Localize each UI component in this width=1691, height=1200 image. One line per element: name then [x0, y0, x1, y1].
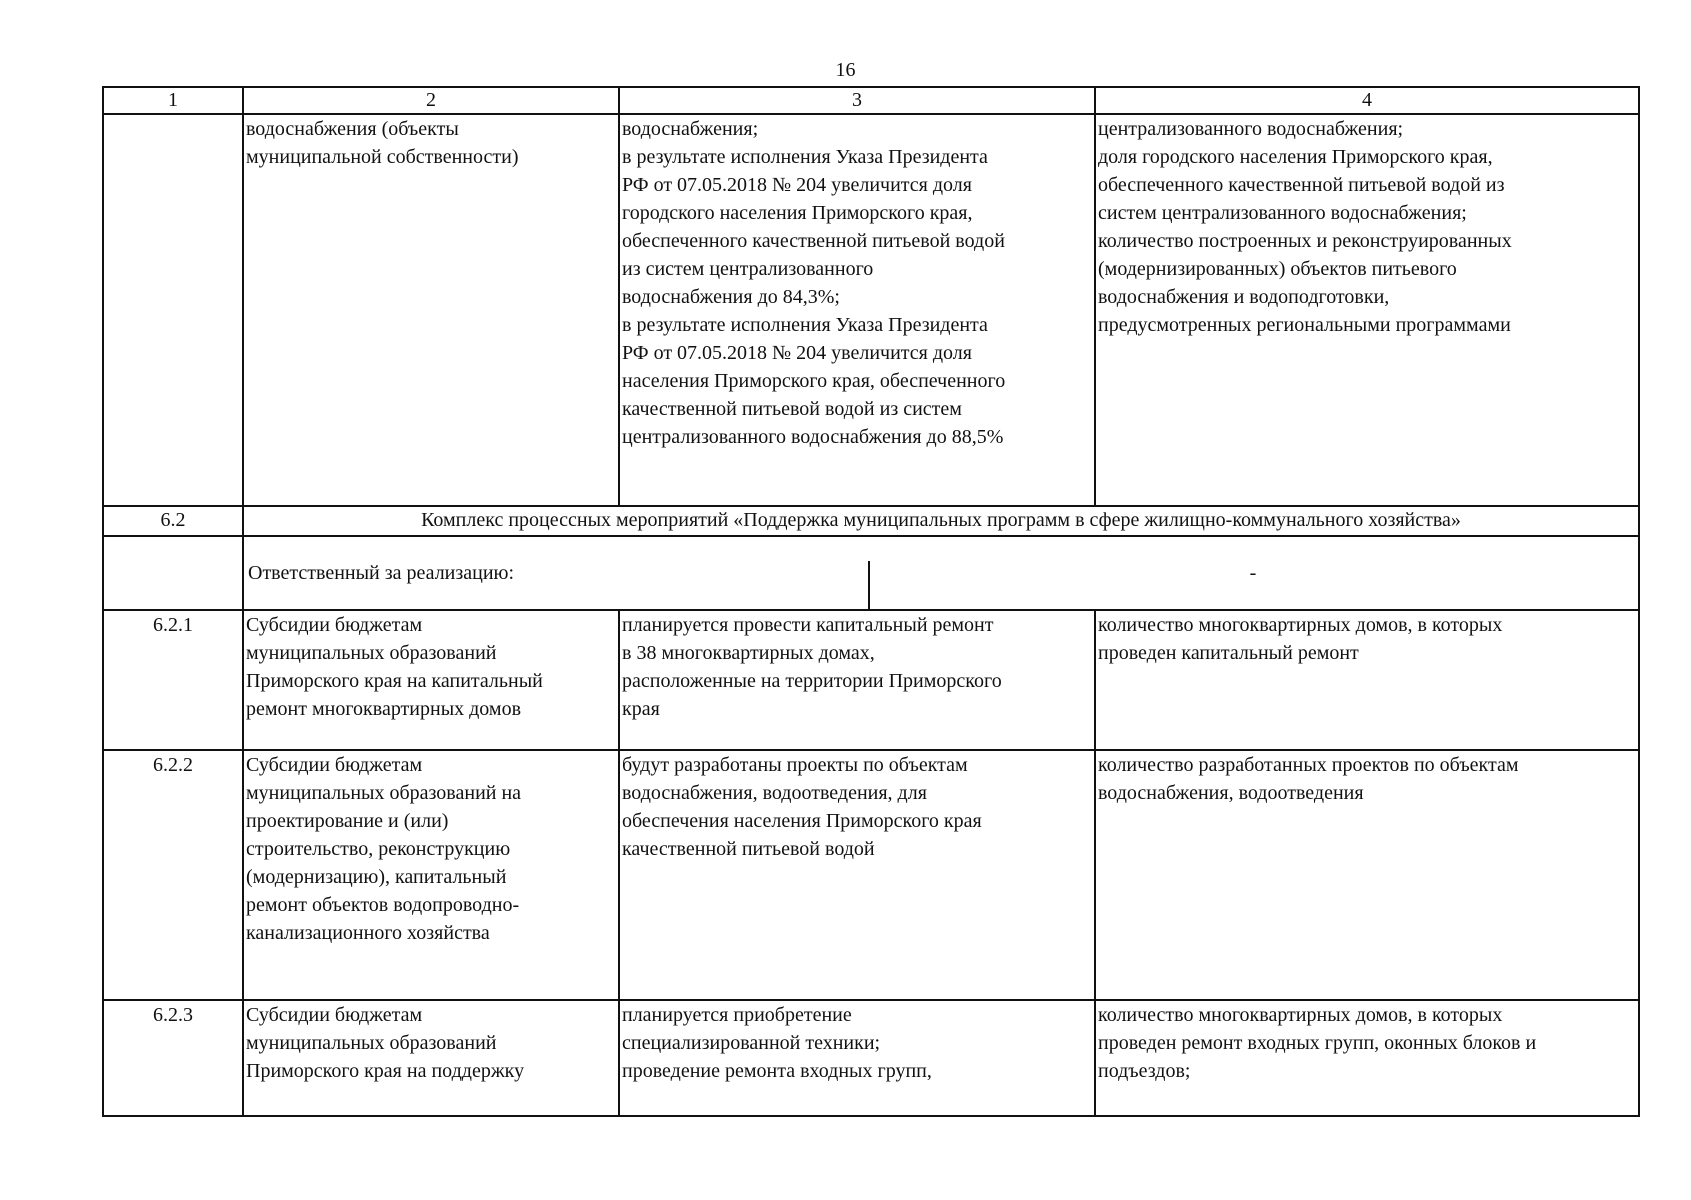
indicator-cell: централизованного водоснабжения; доля городского населения Приморского края, обеспеченного качественной питьевой водой из систем централизованного водоснабжения; количество построенных и реконструированных (модернизированных) объектов питьевого водоснабжения и водоподготовки, предусмотренных региональными программами	[1095, 114, 1639, 506]
section-row	[103, 506, 1639, 536]
table-row	[103, 114, 1639, 506]
row-number-cell: 6.2.2	[103, 750, 243, 1000]
column-header: 4	[1095, 87, 1639, 114]
measure-name-cell: Субсидии бюджетам муниципальных образований на проектирование и (или) строительство, реконструкцию (модернизацию), капитальный ремонт объектов водопроводно- канализационного хозяйства	[243, 750, 619, 1000]
column-header: 3	[619, 87, 1095, 114]
section-number: 6.2	[103, 506, 243, 536]
expected-result-cell: планируется провести капитальный ремонт в 38 многоквартирных домах, расположенные на территории Приморского края	[619, 610, 1095, 750]
indicator-cell: количество разработанных проектов по объектам водоснабжения, водоотведения	[1095, 750, 1639, 1000]
indicator-cell: количество многоквартирных домов, в которых проведен капитальный ремонт	[1095, 610, 1639, 750]
responsible-value: -	[1249, 562, 1257, 584]
responsible-cell	[243, 536, 1639, 610]
table-row	[103, 610, 1639, 750]
measure-name-cell: водоснабжения (объекты муниципальной собственности)	[243, 114, 619, 506]
expected-result-cell: будут разработаны проекты по объектам водоснабжения, водоотведения, для обеспечения населения Приморского края качественной питьевой водой	[619, 750, 1095, 1000]
responsible-row	[103, 536, 1639, 610]
column-header: 1	[103, 87, 243, 114]
page-number: 16	[835, 59, 856, 81]
row-number-cell: 6.2.3	[103, 1000, 243, 1116]
measures-table	[102, 86, 1640, 1117]
column-header: 2	[243, 87, 619, 114]
table-row	[103, 1000, 1639, 1116]
measure-name-cell: Субсидии бюджетам муниципальных образований Приморского края на поддержку	[243, 1000, 619, 1116]
row-number-cell	[103, 114, 243, 506]
empty-cell	[103, 536, 243, 610]
responsible-label: Ответственный за реализацию:	[246, 561, 870, 610]
table-row	[103, 750, 1639, 1000]
expected-result-cell: планируется приобретение специализированной техники; проведение ремонта входных групп,	[619, 1000, 1095, 1116]
expected-result-cell: водоснабжения; в результате исполнения Указа Президента РФ от 07.05.2018 № 204 увеличится доля городского населения Приморского края, обеспеченного качественной питьевой водой из систем централизованного водоснабжения до 84,3%; в результате исполнения Указа Президента РФ от 07.05.2018 № 204 увеличится доля населения Приморского края, обеспеченного качественной питьевой водой из систем централизованного водоснабжения до 88,5%	[619, 114, 1095, 506]
indicator-cell: количество многоквартирных домов, в которых проведен ремонт входных групп, оконных блоков и подъездов;	[1095, 1000, 1639, 1116]
table-header-row	[103, 87, 1639, 114]
row-number-cell: 6.2.1	[103, 610, 243, 750]
section-title: Комплекс процессных мероприятий «Поддержка муниципальных программ в сфере жилищно-коммунального хозяйства»	[243, 506, 1639, 536]
measure-name-cell: Субсидии бюджетам муниципальных образований Приморского края на капитальный ремонт многоквартирных домов	[243, 610, 619, 750]
